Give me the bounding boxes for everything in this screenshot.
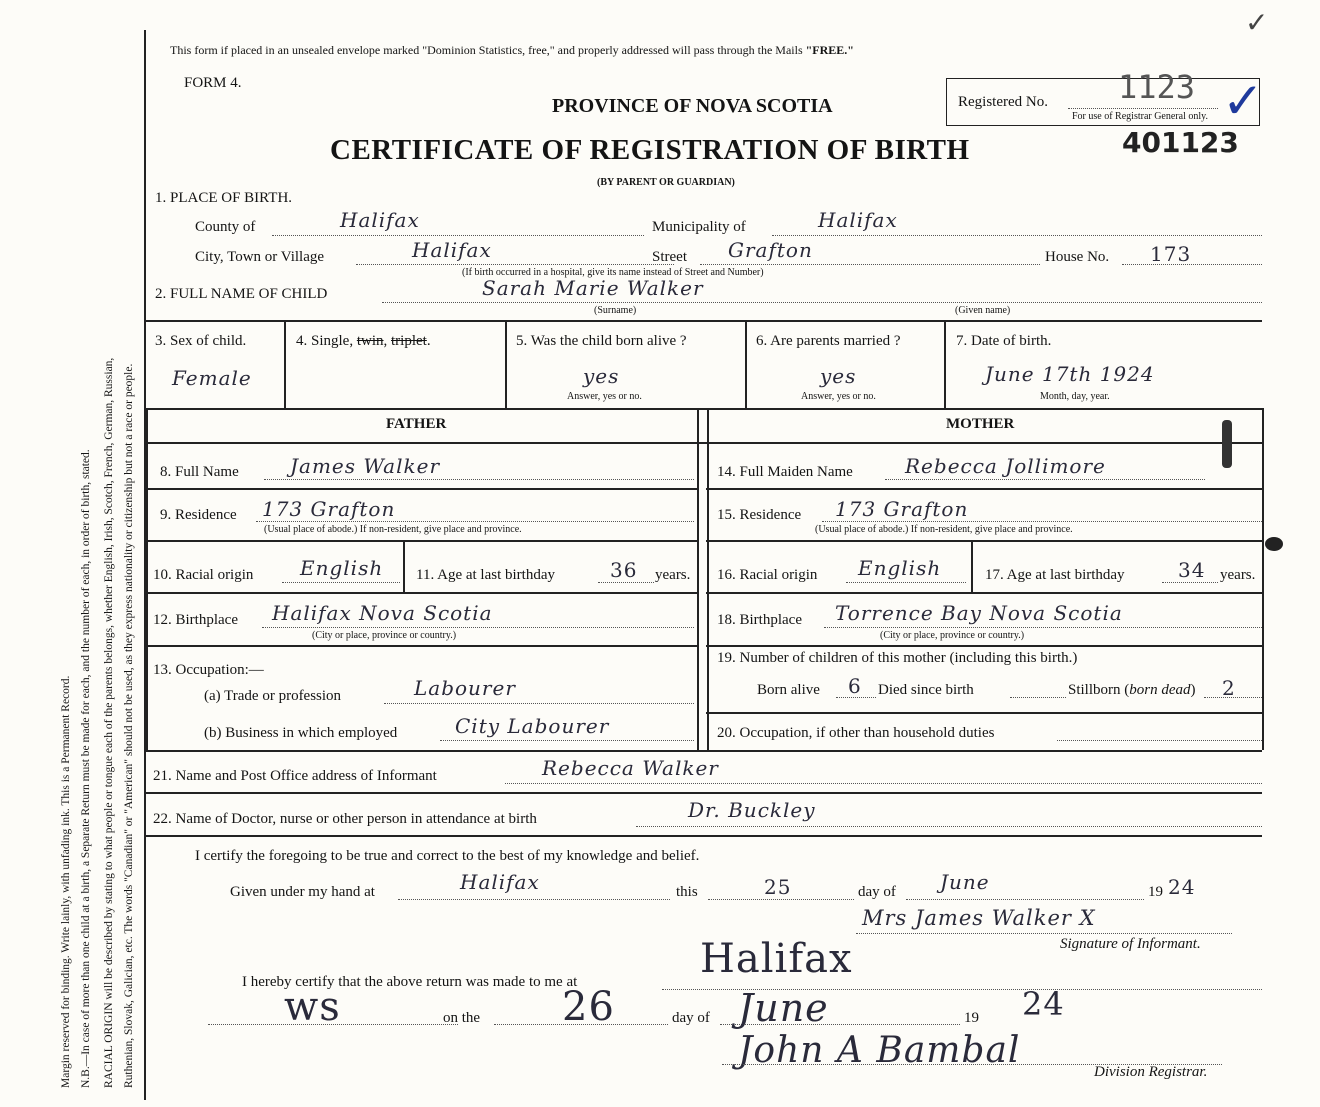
married-value: yes (820, 364, 857, 388)
given-day-value: 25 (764, 875, 792, 899)
stillborn-label: Stillborn (born dead) (1068, 682, 1196, 698)
father-trade-line (384, 703, 694, 704)
father-trade-value: Labourer (414, 676, 516, 700)
father-occupation-label: 13. Occupation:— (153, 662, 264, 678)
mother-occupation-line (1057, 740, 1262, 741)
given-name-note: (Given name) (955, 305, 1011, 316)
county-line (272, 235, 644, 236)
mother-racial-label: 16. Racial origin (717, 567, 818, 583)
county-value: Halifax (340, 208, 420, 232)
father-residence-note: (Usual place of abode.) If non-resident, give place and province. (264, 524, 522, 535)
place-of-birth-heading: 1. PLACE OF BIRTH. (155, 190, 293, 206)
mother-occupation-label: 20. Occupation, if other than household duties (717, 725, 995, 741)
father-heading: FATHER (386, 416, 447, 432)
father-racial-value: English (300, 556, 384, 580)
page-title: CERTIFICATE OF REGISTRATION OF BIRTH (330, 134, 970, 166)
given-under-hand-label: Given under my hand at (230, 884, 375, 900)
father-age-value: 36 (610, 558, 638, 582)
mother-row-rule-5 (706, 712, 1262, 714)
registrar-place-value: Halifax (700, 936, 853, 982)
dob-value: June 17th 1924 (985, 362, 1155, 386)
mother-birthplace-value: Torrence Bay Nova Scotia (835, 601, 1123, 625)
mother-birthplace-label: 18. Birthplace (717, 612, 802, 628)
father-racial-line (282, 582, 400, 583)
single-label: 4. Single, twin, triplet. (296, 333, 431, 349)
dob-note: Month, day, year. (1040, 391, 1110, 402)
mother-residence-label: 15. Residence (717, 507, 802, 523)
margin-note-racial-origin: RACIAL ORIGIN will be described by stating to what people or tongue each of the parents belongs, whether English, Irish, Scotch, French, German, Russian, (103, 357, 115, 1088)
mother-residence-note: (Usual place of abode.) If non-resident, give place and province. (815, 524, 1073, 535)
child-name-value: Sarah Marie Walker (482, 276, 704, 300)
registered-no-label: Registered No. (958, 94, 1048, 110)
corner-check-mark: ✓ (1245, 8, 1269, 39)
mother-age-label: 17. Age at last birthday (985, 567, 1125, 583)
mother-row-rule-2 (706, 540, 1262, 542)
registrar-month-value: June (738, 986, 829, 1030)
informant-signature: Mrs James Walker X (862, 906, 1096, 930)
born-alive-count-value: 6 (848, 674, 862, 698)
father-name-label: 8. Full Name (160, 464, 239, 480)
father-birthplace-note: (City or place, province or country.) (312, 630, 457, 641)
registered-no-line (1068, 108, 1218, 109)
municipality-value: Halifax (818, 208, 898, 232)
parents-center-divider-left (697, 408, 699, 750)
registrar-on-the-label: on the (443, 1010, 481, 1026)
father-racial-label: 10. Racial origin (153, 567, 254, 583)
house-no-label: House No. (1045, 249, 1110, 265)
city-line (356, 264, 674, 265)
house-no-value: 173 (1150, 242, 1192, 266)
mother-birthplace-line (824, 627, 1262, 628)
parents-top-border (146, 408, 1262, 410)
ink-blot-2 (1265, 537, 1283, 551)
father-row-rule-2 (146, 540, 698, 542)
child-name-line (382, 302, 1262, 303)
father-residence-value: 173 Grafton (262, 497, 396, 521)
row3-div-4 (944, 320, 946, 408)
child-name-label: 2. FULL NAME OF CHILD (155, 286, 328, 302)
registrar-signature-label: Division Registrar. (1094, 1064, 1208, 1080)
father-row-rule-3 (146, 592, 698, 594)
mother-residence-value: 173 Grafton (835, 497, 969, 521)
registry-check-mark: ✓ (1222, 73, 1264, 129)
city-label: City, Town or Village (195, 249, 325, 265)
born-alive-count-label: Born alive (757, 682, 820, 698)
mother-birthplace-note: (City or place, province or country.) (880, 630, 1025, 641)
father-racial-divider (403, 540, 405, 592)
registrar-place-suffix: ws (284, 984, 341, 1030)
given-day-line (708, 899, 854, 900)
died-since-birth-label: Died since birth (878, 682, 974, 698)
city-value: Halifax (412, 238, 492, 262)
doctor-label: 22. Name of Doctor, nurse or other person in attendance at birth (153, 811, 537, 827)
hospital-note: (If birth occurred in a hospital, give its name instead of Street and Number) (462, 267, 764, 278)
mother-children-label: 19. Number of children of this mother (including this birth.) (717, 650, 1078, 666)
father-row-rule-1 (146, 488, 698, 490)
married-note: Answer, yes or no. (801, 391, 876, 402)
doctor-line (636, 826, 1262, 827)
margin-note-multiple-births: N.B.—In case of more than one child at a birth, a Separate Return must be made for each, and the number of each, in order of birth, stated. (80, 449, 92, 1088)
informant-signature-label: Signature of Informant. (1060, 936, 1201, 952)
father-row-rule-4 (146, 645, 698, 647)
registered-no-stamp: 1123 (1118, 68, 1196, 106)
father-birthplace-label: 12. Birthplace (153, 612, 238, 628)
sex-value: Female (172, 366, 252, 390)
this-label: this (676, 884, 698, 900)
father-business-line (440, 740, 694, 741)
registrar-day-of-label: day of (672, 1010, 710, 1026)
mother-name-label: 14. Full Maiden Name (717, 464, 853, 480)
born-alive-label: 5. Was the child born alive ? (516, 333, 687, 349)
parents-bottom-border (146, 750, 1262, 752)
street-value: Grafton (728, 238, 813, 262)
father-residence-label: 9. Residence (160, 507, 237, 523)
mother-age-value: 34 (1178, 558, 1206, 582)
form-number: FORM 4. (184, 75, 242, 91)
father-name-value: James Walker (290, 454, 441, 478)
informant-value: Rebecca Walker (542, 756, 719, 780)
dob-label: 7. Date of birth. (956, 333, 1052, 349)
ink-blot (1222, 420, 1232, 468)
house-no-line (1122, 264, 1262, 265)
father-name-line (264, 479, 694, 480)
married-label: 6. Are parents married ? (756, 333, 901, 349)
county-label: County of (195, 219, 256, 235)
mother-racial-line (846, 582, 966, 583)
mother-racial-value: English (858, 556, 942, 580)
father-residence-line (256, 521, 694, 522)
father-business-label: (b) Business in which employed (204, 725, 398, 741)
margin-note-binding: Margin reserved for binding. Write lainly, with unfading ink. This is a Permanent Record. (60, 675, 72, 1088)
registrar-year-suffix: 24 (1022, 985, 1065, 1023)
mother-row-rule-3 (706, 592, 1262, 594)
mother-row-rule-1 (706, 488, 1262, 490)
mother-racial-divider (971, 540, 973, 592)
sex-label: 3. Sex of child. (155, 333, 247, 349)
row3-div-1 (284, 320, 286, 408)
born-alive-value: yes (583, 364, 620, 388)
province-heading: PROVINCE OF NOVA SCOTIA (552, 95, 833, 117)
doctor-rule (146, 835, 1262, 837)
informant-label: 21. Name and Post Office address of Informant (153, 768, 437, 784)
given-month-line (906, 899, 1144, 900)
parents-center-divider-right (707, 408, 709, 750)
mailing-notice: This form if placed in an unsealed envelope marked "Dominion Statistics, free," and properly addressed will pass through the Mails "FREE." (170, 43, 854, 57)
mother-heading: MOTHER (946, 416, 1015, 432)
registrar-place-line-2 (208, 1024, 458, 1025)
given-year-prefix: 19 (1148, 884, 1163, 900)
row3-div-3 (745, 320, 747, 408)
surname-note: (Surname) (594, 305, 637, 316)
day-of-label: day of (858, 884, 896, 900)
row3-top-border (146, 320, 1262, 322)
father-birthplace-line (262, 627, 694, 628)
mother-row-rule-4 (706, 645, 1262, 647)
given-month-value: June (940, 870, 990, 894)
given-place-line (398, 899, 670, 900)
father-age-line (598, 582, 654, 583)
margin-note-racial-origin-cont: Ruthenian, Slovak, Galician, etc. The words "Canadian" or "American" should not be used, as they express nationality or citizenship but not a race or people. (123, 363, 135, 1088)
registrar-statement: I hereby certify that the above return was made to me at (242, 974, 578, 990)
parents-right-border (1262, 408, 1264, 750)
street-line (700, 264, 1040, 265)
certify-statement: I certify the foregoing to be true and correct to the best of my knowledge and belief. (195, 848, 700, 864)
municipality-line (772, 235, 1262, 236)
father-business-value: City Labourer (455, 714, 610, 738)
registrar-day-value: 26 (562, 984, 615, 1030)
parents-heading-rule (146, 442, 1262, 444)
stillborn-value: 2 (1222, 676, 1236, 700)
given-place-value: Halifax (460, 870, 540, 894)
died-since-birth-line (1010, 697, 1066, 698)
registrar-year-prefix: 19 (964, 1010, 979, 1026)
informant-signature-line (856, 933, 1232, 934)
municipality-label: Municipality of (652, 219, 746, 235)
informant-rule (146, 792, 1262, 794)
handwritten-registry-number: 401123 (1122, 126, 1239, 159)
father-age-unit: years. (655, 567, 691, 583)
father-birthplace-value: Halifax Nova Scotia (272, 601, 493, 625)
page-subtitle: (BY PARENT OR GUARDIAN) (597, 177, 735, 188)
mother-name-line (885, 479, 1205, 480)
registrar-signature: John A Bambal (738, 1030, 1021, 1071)
mother-age-line (1162, 582, 1218, 583)
father-age-label: 11. Age at last birthday (416, 567, 555, 583)
street-label: Street (652, 249, 687, 265)
registered-no-note: For use of Registrar General only. (1072, 111, 1208, 122)
informant-line (505, 783, 1262, 784)
given-year-suffix: 24 (1168, 875, 1196, 899)
father-trade-label: (a) Trade or profession (204, 688, 342, 704)
mother-age-unit: years. (1220, 567, 1256, 583)
row3-div-2 (505, 320, 507, 408)
mother-name-value: Rebecca Jollimore (905, 454, 1106, 478)
doctor-value: Dr. Buckley (688, 798, 816, 822)
parents-left-border (146, 408, 148, 750)
mother-residence-line (822, 521, 1262, 522)
born-alive-note: Answer, yes or no. (567, 391, 642, 402)
